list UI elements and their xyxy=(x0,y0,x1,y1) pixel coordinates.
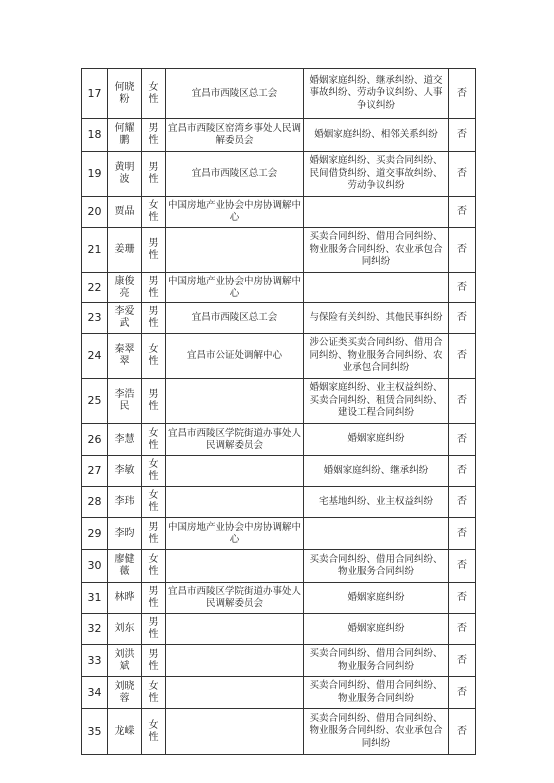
table-row xyxy=(82,334,476,379)
flag-value: 否 xyxy=(449,614,476,645)
mediator-gender: 女性 xyxy=(142,677,166,709)
mediator-name: 何耀鹏 xyxy=(108,119,142,152)
flag-value: 否 xyxy=(449,379,476,424)
mediator-organization xyxy=(166,677,304,709)
row-number: 25 xyxy=(82,379,108,424)
flag-value: 否 xyxy=(449,487,476,518)
table-row xyxy=(82,273,476,303)
table-row xyxy=(82,677,476,709)
row-number: 32 xyxy=(82,614,108,645)
mediator-organization xyxy=(166,228,304,273)
dispute-types: 婚姻家庭纠纷、买卖合同纠纷、民间借贷纠纷、道交事故纠纷、劳动争议纠纷 xyxy=(304,152,449,197)
flag-value: 否 xyxy=(449,456,476,487)
dispute-types: 买卖合同纠纷、借用合同纠纷、物业服务合同纠纷 xyxy=(304,645,449,677)
table-row xyxy=(82,456,476,487)
mediator-organization: 中国房地产业协会中房协调解中心 xyxy=(166,518,304,550)
table-row xyxy=(82,487,476,518)
mediator-name: 黄明波 xyxy=(108,152,142,197)
flag-value: 否 xyxy=(449,645,476,677)
mediator-gender: 女性 xyxy=(142,456,166,487)
mediator-name: 龙嵘 xyxy=(108,709,142,755)
dispute-types xyxy=(304,518,449,550)
row-number: 17 xyxy=(82,69,108,119)
mediator-organization: 宜昌市西陵区总工会 xyxy=(166,303,304,334)
mediator-organization xyxy=(166,379,304,424)
mediator-organization xyxy=(166,456,304,487)
row-number: 27 xyxy=(82,456,108,487)
dispute-types xyxy=(304,273,449,303)
mediator-name: 李慧 xyxy=(108,424,142,456)
table-row xyxy=(82,583,476,614)
dispute-types: 婚姻家庭纠纷 xyxy=(304,583,449,614)
dispute-types: 买卖合同纠纷、借用合同纠纷、物业服务合同纠纷 xyxy=(304,677,449,709)
mediator-gender: 男性 xyxy=(142,379,166,424)
mediator-organization xyxy=(166,614,304,645)
row-number: 28 xyxy=(82,487,108,518)
mediator-gender: 男性 xyxy=(142,583,166,614)
dispute-types: 婚姻家庭纠纷、继承纠纷 xyxy=(304,456,449,487)
mediator-gender: 男性 xyxy=(142,119,166,152)
dispute-types: 婚姻家庭纠纷、业主权益纠纷、买卖合同纠纷、租赁合同纠纷、建设工程合同纠纷 xyxy=(304,379,449,424)
flag-value: 否 xyxy=(449,303,476,334)
mediator-name: 李爱武 xyxy=(108,303,142,334)
row-number: 33 xyxy=(82,645,108,677)
mediator-gender: 女性 xyxy=(142,709,166,755)
mediator-organization: 宜昌市西陵区总工会 xyxy=(166,152,304,197)
mediator-organization: 宜昌市西陵区学院街道办事处人民调解委员会 xyxy=(166,583,304,614)
mediator-organization xyxy=(166,487,304,518)
mediator-table xyxy=(81,68,476,755)
mediator-organization: 宜昌市西陵区总工会 xyxy=(166,69,304,119)
mediator-organization xyxy=(166,645,304,677)
flag-value: 否 xyxy=(449,709,476,755)
table-row xyxy=(82,119,476,152)
mediator-gender: 男性 xyxy=(142,273,166,303)
table-row xyxy=(82,709,476,755)
dispute-types: 婚姻家庭纠纷、相邻关系纠纷 xyxy=(304,119,449,152)
mediator-organization: 宜昌市公证处调解中心 xyxy=(166,334,304,379)
flag-value: 否 xyxy=(449,119,476,152)
row-number: 30 xyxy=(82,550,108,583)
mediator-name: 秦翠翠 xyxy=(108,334,142,379)
row-number: 18 xyxy=(82,119,108,152)
table-row xyxy=(82,424,476,456)
mediator-organization xyxy=(166,550,304,583)
flag-value: 否 xyxy=(449,424,476,456)
mediator-gender: 男性 xyxy=(142,614,166,645)
mediator-gender: 女性 xyxy=(142,487,166,518)
dispute-types: 婚姻家庭纠纷、继承纠纷、道交事故纠纷、劳动争议纠纷、人事争议纠纷 xyxy=(304,69,449,119)
mediator-name: 李浩民 xyxy=(108,379,142,424)
table-row xyxy=(82,379,476,424)
table-row xyxy=(82,303,476,334)
flag-value: 否 xyxy=(449,583,476,614)
dispute-types xyxy=(304,197,449,228)
dispute-types: 婚姻家庭纠纷 xyxy=(304,424,449,456)
row-number: 20 xyxy=(82,197,108,228)
mediator-gender: 女性 xyxy=(142,424,166,456)
mediator-name: 贾晶 xyxy=(108,197,142,228)
row-number: 29 xyxy=(82,518,108,550)
mediator-gender: 男性 xyxy=(142,303,166,334)
mediator-gender: 女性 xyxy=(142,69,166,119)
mediator-name: 刘晓蓉 xyxy=(108,677,142,709)
row-number: 24 xyxy=(82,334,108,379)
table-row xyxy=(82,518,476,550)
flag-value: 否 xyxy=(449,69,476,119)
mediator-organization: 中国房地产业协会中房协调解中心 xyxy=(166,197,304,228)
dispute-types: 宅基地纠纷、业主权益纠纷 xyxy=(304,487,449,518)
table-row xyxy=(82,197,476,228)
row-number: 19 xyxy=(82,152,108,197)
mediator-name: 姜珊 xyxy=(108,228,142,273)
table-row xyxy=(82,550,476,583)
mediator-organization xyxy=(166,709,304,755)
mediator-name: 康俊亮 xyxy=(108,273,142,303)
row-number: 35 xyxy=(82,709,108,755)
dispute-types: 与保险有关纠纷、其他民事纠纷 xyxy=(304,303,449,334)
table-body xyxy=(82,69,476,755)
mediator-name: 李玮 xyxy=(108,487,142,518)
table-row xyxy=(82,614,476,645)
flag-value: 否 xyxy=(449,550,476,583)
mediator-gender: 男性 xyxy=(142,152,166,197)
mediator-organization: 宜昌市西陵区窑湾乡事处人民调解委员会 xyxy=(166,119,304,152)
row-number: 21 xyxy=(82,228,108,273)
dispute-types: 买卖合同纠纷、借用合同纠纷、物业服务合同纠纷、农业承包合同纠纷 xyxy=(304,709,449,755)
mediator-name: 廖健薇 xyxy=(108,550,142,583)
table-row xyxy=(82,645,476,677)
mediator-gender: 女性 xyxy=(142,334,166,379)
mediator-name: 李昀 xyxy=(108,518,142,550)
table-row xyxy=(82,152,476,197)
dispute-types: 婚姻家庭纠纷 xyxy=(304,614,449,645)
mediator-name: 李敏 xyxy=(108,456,142,487)
row-number: 26 xyxy=(82,424,108,456)
row-number: 22 xyxy=(82,273,108,303)
mediator-organization: 宜昌市西陵区学院街道办事处人民调解委员会 xyxy=(166,424,304,456)
flag-value: 否 xyxy=(449,334,476,379)
dispute-types: 买卖合同纠纷、借用合同纠纷、物业服务合同纠纷 xyxy=(304,550,449,583)
dispute-types: 买卖合同纠纷、借用合同纠纷、物业服务合同纠纷、农业承包合同纠纷 xyxy=(304,228,449,273)
flag-value: 否 xyxy=(449,273,476,303)
mediator-gender: 男性 xyxy=(142,518,166,550)
mediator-name: 何晓粉 xyxy=(108,69,142,119)
mediator-name: 林晔 xyxy=(108,583,142,614)
flag-value: 否 xyxy=(449,677,476,709)
row-number: 23 xyxy=(82,303,108,334)
flag-value: 否 xyxy=(449,152,476,197)
dispute-types: 涉公证类买卖合同纠纷、借用合同纠纷、物业服务合同纠纷、农业承包合同纠纷 xyxy=(304,334,449,379)
mediator-gender: 男性 xyxy=(142,645,166,677)
mediator-gender: 女性 xyxy=(142,550,166,583)
mediator-name: 刘洪斌 xyxy=(108,645,142,677)
mediator-name: 刘东 xyxy=(108,614,142,645)
row-number: 34 xyxy=(82,677,108,709)
flag-value: 否 xyxy=(449,197,476,228)
mediator-gender: 男性 xyxy=(142,228,166,273)
row-number: 31 xyxy=(82,583,108,614)
mediator-gender: 女性 xyxy=(142,197,166,228)
table-row xyxy=(82,228,476,273)
mediator-organization: 中国房地产业协会中房协调解中心 xyxy=(166,273,304,303)
flag-value: 否 xyxy=(449,228,476,273)
flag-value: 否 xyxy=(449,518,476,550)
table-row xyxy=(82,69,476,119)
